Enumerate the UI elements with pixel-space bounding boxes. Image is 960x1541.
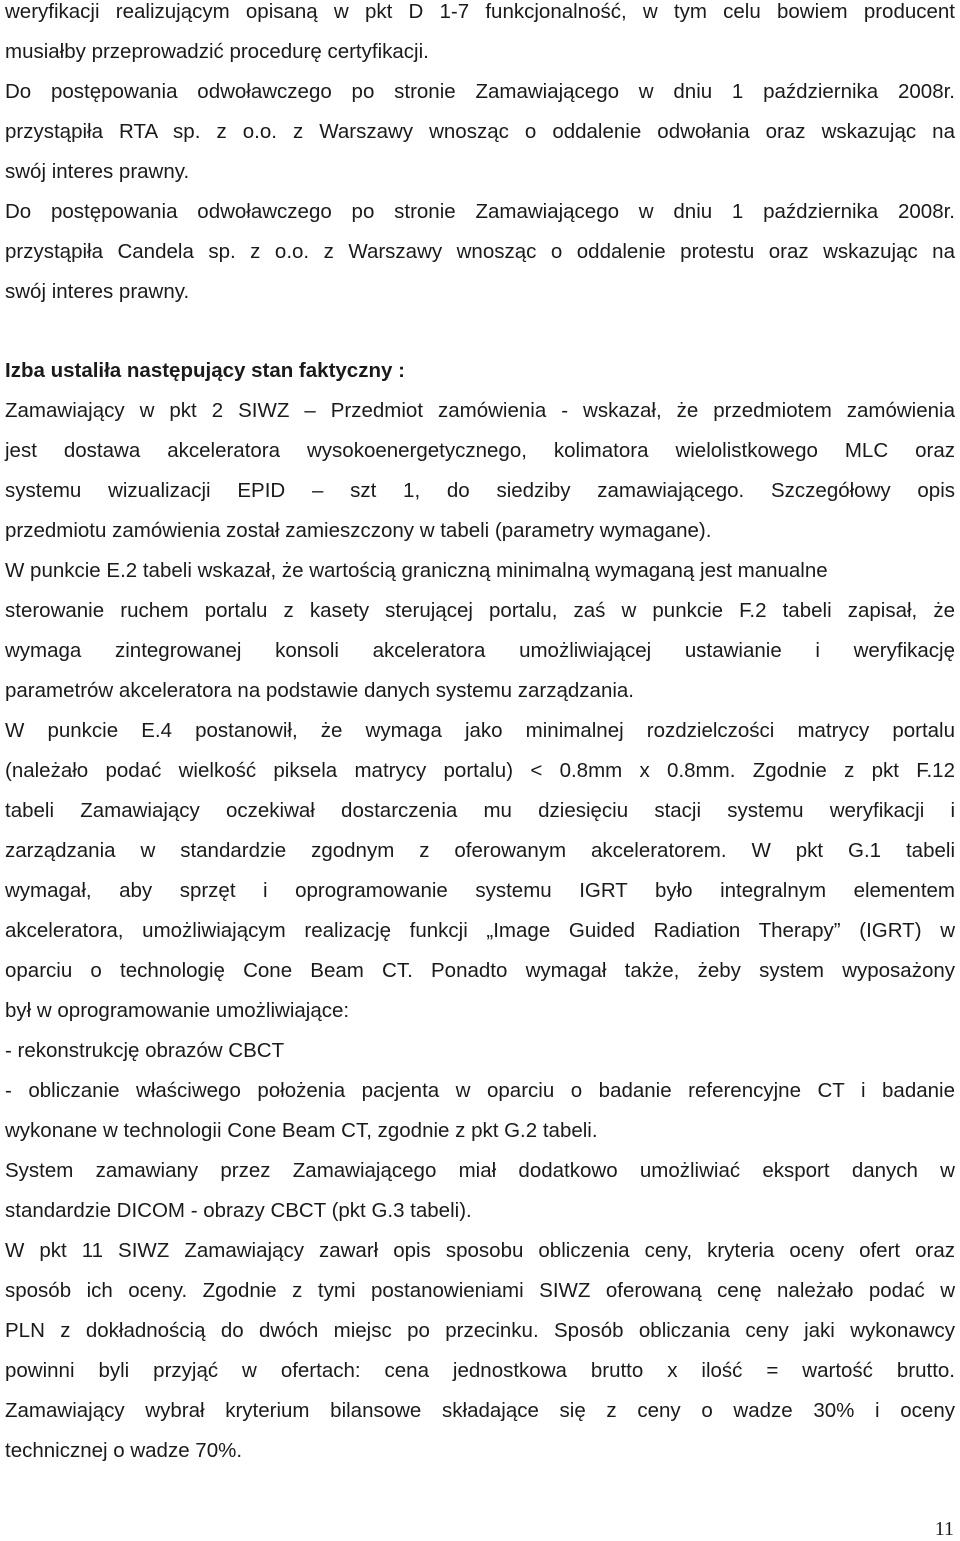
text-line: PLN z dokładnością do dwóch miejsc po przecinku. Sposób obliczania ceny jaki wykonawcy	[5, 1319, 955, 1342]
text-line: zarządzania w standardzie zgodnym z oferowanym akceleratorem. W pkt G.1 tabeli	[5, 839, 955, 862]
text-line: oparciu o technologię Cone Beam CT. Ponadto wymagał także, żeby system wyposażony	[5, 959, 955, 982]
text-line: W punkcie E.2 tabeli wskazał, że wartością graniczną minimalną wymaganą jest manualne	[5, 559, 828, 582]
text-line: przystąpiła Candela sp. z o.o. z Warszawy wnosząc o oddalenie protestu oraz wskazując na	[5, 240, 955, 263]
list-item: - rekonstrukcję obrazów CBCT	[5, 1039, 285, 1062]
text-line: wymagał, aby sprzęt i oprogramowanie systemu IGRT było integralnym elementem	[5, 879, 955, 902]
text-line: systemu wizualizacji EPID – szt 1, do siedziby zamawiającego. Szczegółowy opis	[5, 479, 955, 502]
text-line: W punkcie E.4 postanowił, że wymaga jako minimalnej rozdzielczości matrycy portalu	[5, 719, 955, 742]
text-line: tabeli Zamawiający oczekiwał dostarczenia mu dziesięciu stacji systemu weryfikacji i	[5, 799, 955, 822]
text-line: W pkt 11 SIWZ Zamawiający zawarł opis sposobu obliczenia ceny, kryteria oceny ofert oraz	[5, 1239, 955, 1262]
text-line: był w oprogramowanie umożliwiające:	[5, 999, 350, 1022]
text-line: wykonane w technologii Cone Beam CT, zgodnie z pkt G.2 tabeli.	[5, 1119, 598, 1142]
text-line: jest dostawa akceleratora wysokoenergetycznego, kolimatora wielolistkowego MLC oraz	[5, 439, 955, 462]
text-line: Do postępowania odwoławczego po stronie Zamawiającego w dniu 1 października 2008r.	[5, 80, 955, 103]
text-line: sterowanie ruchem portalu z kasety sterującej portalu, zaś w punkcie F.2 tabeli zapisał, że	[5, 599, 955, 622]
text-line: musiałby przeprowadzić procedurę certyfikacji.	[5, 40, 429, 63]
text-line: wymaga zintegrowanej konsoli akceleratora umożliwiającej ustawianie i weryfikację	[5, 639, 955, 662]
text-line: weryfikacji realizującym opisaną w pkt D 1-7 funkcjonalność, w tym celu bowiem producent	[5, 0, 955, 23]
list-item: - obliczanie właściwego położenia pacjenta w oparciu o badanie referencyjne CT i badanie	[5, 1079, 955, 1102]
text-line: przystąpiła RTA sp. z o.o. z Warszawy wnosząc o oddalenie odwołania oraz wskazując na	[5, 120, 955, 143]
text-line: swój interes prawny.	[5, 280, 190, 303]
text-line: parametrów akceleratora na podstawie danych systemu zarządzania.	[5, 679, 634, 702]
text-line: technicznej o wadze 70%.	[5, 1439, 243, 1462]
text-line: powinni byli przyjąć w ofertach: cena jednostkowa brutto x ilość = wartość brutto.	[5, 1359, 955, 1382]
page-number: 11	[934, 1518, 954, 1540]
text-line: swój interes prawny.	[5, 160, 190, 183]
text-line: System zamawiany przez Zamawiającego miał dodatkowo umożliwiać eksport danych w	[5, 1159, 955, 1182]
text-line: Do postępowania odwoławczego po stronie Zamawiającego w dniu 1 października 2008r.	[5, 200, 955, 223]
text-line: przedmiotu zamówienia został zamieszczony w tabeli (parametry wymagane).	[5, 519, 712, 542]
section-heading: Izba ustaliła następujący stan faktyczny :	[5, 359, 405, 382]
text-line: standardzie DICOM - obrazy CBCT (pkt G.3 tabeli).	[5, 1199, 472, 1222]
text-line: Zamawiający w pkt 2 SIWZ – Przedmiot zamówienia - wskazał, że przedmiotem zamówienia	[5, 399, 955, 422]
text-line: sposób ich oceny. Zgodnie z tymi postanowieniami SIWZ oferowaną cenę należało podać w	[5, 1279, 955, 1302]
text-line: Zamawiający wybrał kryterium bilansowe składające się z ceny o wadze 30% i oceny	[5, 1399, 955, 1422]
text-line: akceleratora, umożliwiającym realizację funkcji „Image Guided Radiation Therapy” (IGRT) w	[5, 919, 955, 942]
text-line: (należało podać wielkość piksela matrycy portalu) < 0.8mm x 0.8mm. Zgodnie z pkt F.12	[5, 759, 955, 782]
